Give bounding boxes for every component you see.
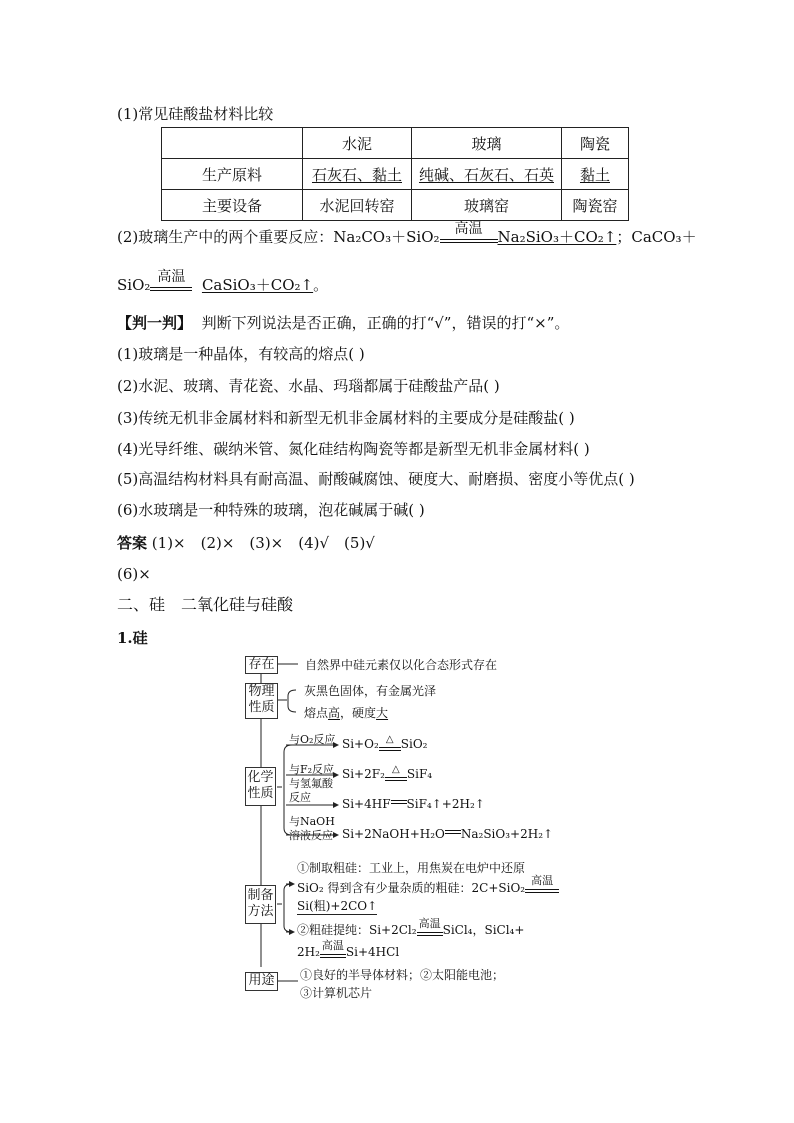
- physical-text-1: 灰黑色固体，有金属光泽: [304, 684, 437, 698]
- prep-text-2a: ②粗硅提纯：Si+2Cl₂ 高温 SiCl₄，SiCl₄+: [297, 917, 525, 937]
- uses-text-2: ③计算机芯片: [300, 986, 373, 1000]
- underlined-answer: 石灰石、黏土: [311, 165, 402, 184]
- box-chemical-properties: 化学性质: [245, 767, 276, 806]
- sub-title: 1.硅: [117, 629, 148, 647]
- table-header-cell: 玻璃: [412, 128, 562, 159]
- separator: ；: [616, 228, 632, 246]
- physical-text-2: 熔点高，硬度大: [304, 706, 389, 720]
- table-cell: 水泥回转窑: [303, 190, 412, 221]
- judge-item: (4)光导纤维、碳纳米管、氮化硅结构陶瓷等都是新型无机非金属材料( ): [117, 440, 590, 458]
- judge-label: 【判一判】: [117, 314, 193, 332]
- high-temp-equals: 高温: [440, 221, 498, 243]
- chem-eq-naoh: Si+2NaOH+H₂O Na₂SiO₃+2H₂↑: [342, 827, 554, 841]
- judge-item: (6)水玻璃是一种特殊的玻璃，泡花碱属于碱( ): [117, 501, 425, 519]
- existence-text: 自然界中硅元素仅以化合态形式存在: [305, 658, 498, 672]
- section1-heading: (1)常见硅酸盐材料比较: [117, 105, 274, 123]
- section2-prefix: (2)玻璃生产中的两个重要反应：: [117, 228, 334, 246]
- table-cell: 主要设备: [162, 190, 303, 221]
- chem-eq-o2: Si+O₂ △ SiO₂: [342, 734, 428, 751]
- judge-item: (1)玻璃是一种晶体，有较高的熔点( ): [117, 345, 365, 363]
- reaction2-reactant-a: CaCO₃＋: [631, 228, 697, 246]
- underlined-answer: 黏土: [579, 165, 610, 184]
- judge-item: (5)高温结构材料具有耐高温、耐酸碱腐蚀、硬度大、耐磨损、密度小等优点( ): [117, 470, 635, 488]
- box-uses: 用途: [245, 972, 278, 991]
- chem-label-naoh: 与NaOH溶液反应: [289, 815, 335, 842]
- answer-label: 答案: [117, 534, 148, 552]
- chem-label-hf: 与氢氟酸反应: [289, 777, 333, 804]
- prep-text-2c: 2H₂ 高温 Si+4HCl: [297, 939, 400, 959]
- reaction1-products: Na₂SiO₃＋CO₂↑: [497, 228, 617, 246]
- judge-instruction: 判断下列说法是否正确，正确的打“√”，错误的打“×”。: [201, 314, 570, 332]
- box-physical-properties: 物理性质: [245, 683, 278, 719]
- table-cell: 生产原料: [162, 159, 303, 190]
- uses-text-1: ①良好的半导体材料；②太阳能电池；: [300, 968, 505, 982]
- table-cell: 玻璃窑: [412, 190, 562, 221]
- answer-line-2: (6)×: [117, 565, 151, 583]
- chem-eq-f2: Si+2F₂ △ SiF₄: [342, 764, 433, 781]
- box-preparation: 制备方法: [245, 885, 276, 924]
- table-cell: 陶瓷窑: [562, 190, 629, 221]
- reaction1-reactants: Na₂CO₃＋SiO₂: [333, 228, 440, 246]
- judge-item: (3)传统无机非金属材料和新型无机非金属材料的主要成分是硅酸盐( ): [117, 409, 575, 427]
- reaction2-products: CaSiO₃＋CO₂↑: [201, 276, 314, 294]
- prep-text-1c: Si(粗)+2CO↑: [297, 899, 378, 913]
- high-temp-equals: 高温: [150, 269, 192, 291]
- table-header-cell: 水泥: [303, 128, 412, 159]
- prep-text-1b: SiO₂ 得到含有少量杂质的粗硅：2C+SiO₂ 高温: [297, 879, 559, 901]
- prep-text-1a: ①制取粗硅：工业上，用焦炭在电炉中还原: [297, 861, 526, 875]
- reaction2-reactant-b: SiO₂: [117, 276, 151, 294]
- table-header-cell: 陶瓷: [562, 128, 629, 159]
- chem-label-o2: 与O₂反应: [289, 733, 336, 746]
- chem-eq-hf: Si+4HF SiF₄↑+2H₂↑: [342, 797, 485, 811]
- underlined-answer: 纯碱、石灰石、石英: [418, 165, 554, 184]
- chem-label-f2: 与F₂反应: [289, 763, 335, 776]
- judge-item: (2)水泥、玻璃、青花瓷、水晶、玛瑙都属于硅酸盐产品( ): [117, 377, 500, 395]
- answer-values: (1)× (2)× (3)× (4)√ (5)√: [151, 534, 375, 552]
- end-mark: 。: [313, 276, 329, 294]
- section-title: 二、硅 二氧化硅与硅酸: [117, 595, 294, 614]
- box-existence: 存在: [245, 656, 278, 674]
